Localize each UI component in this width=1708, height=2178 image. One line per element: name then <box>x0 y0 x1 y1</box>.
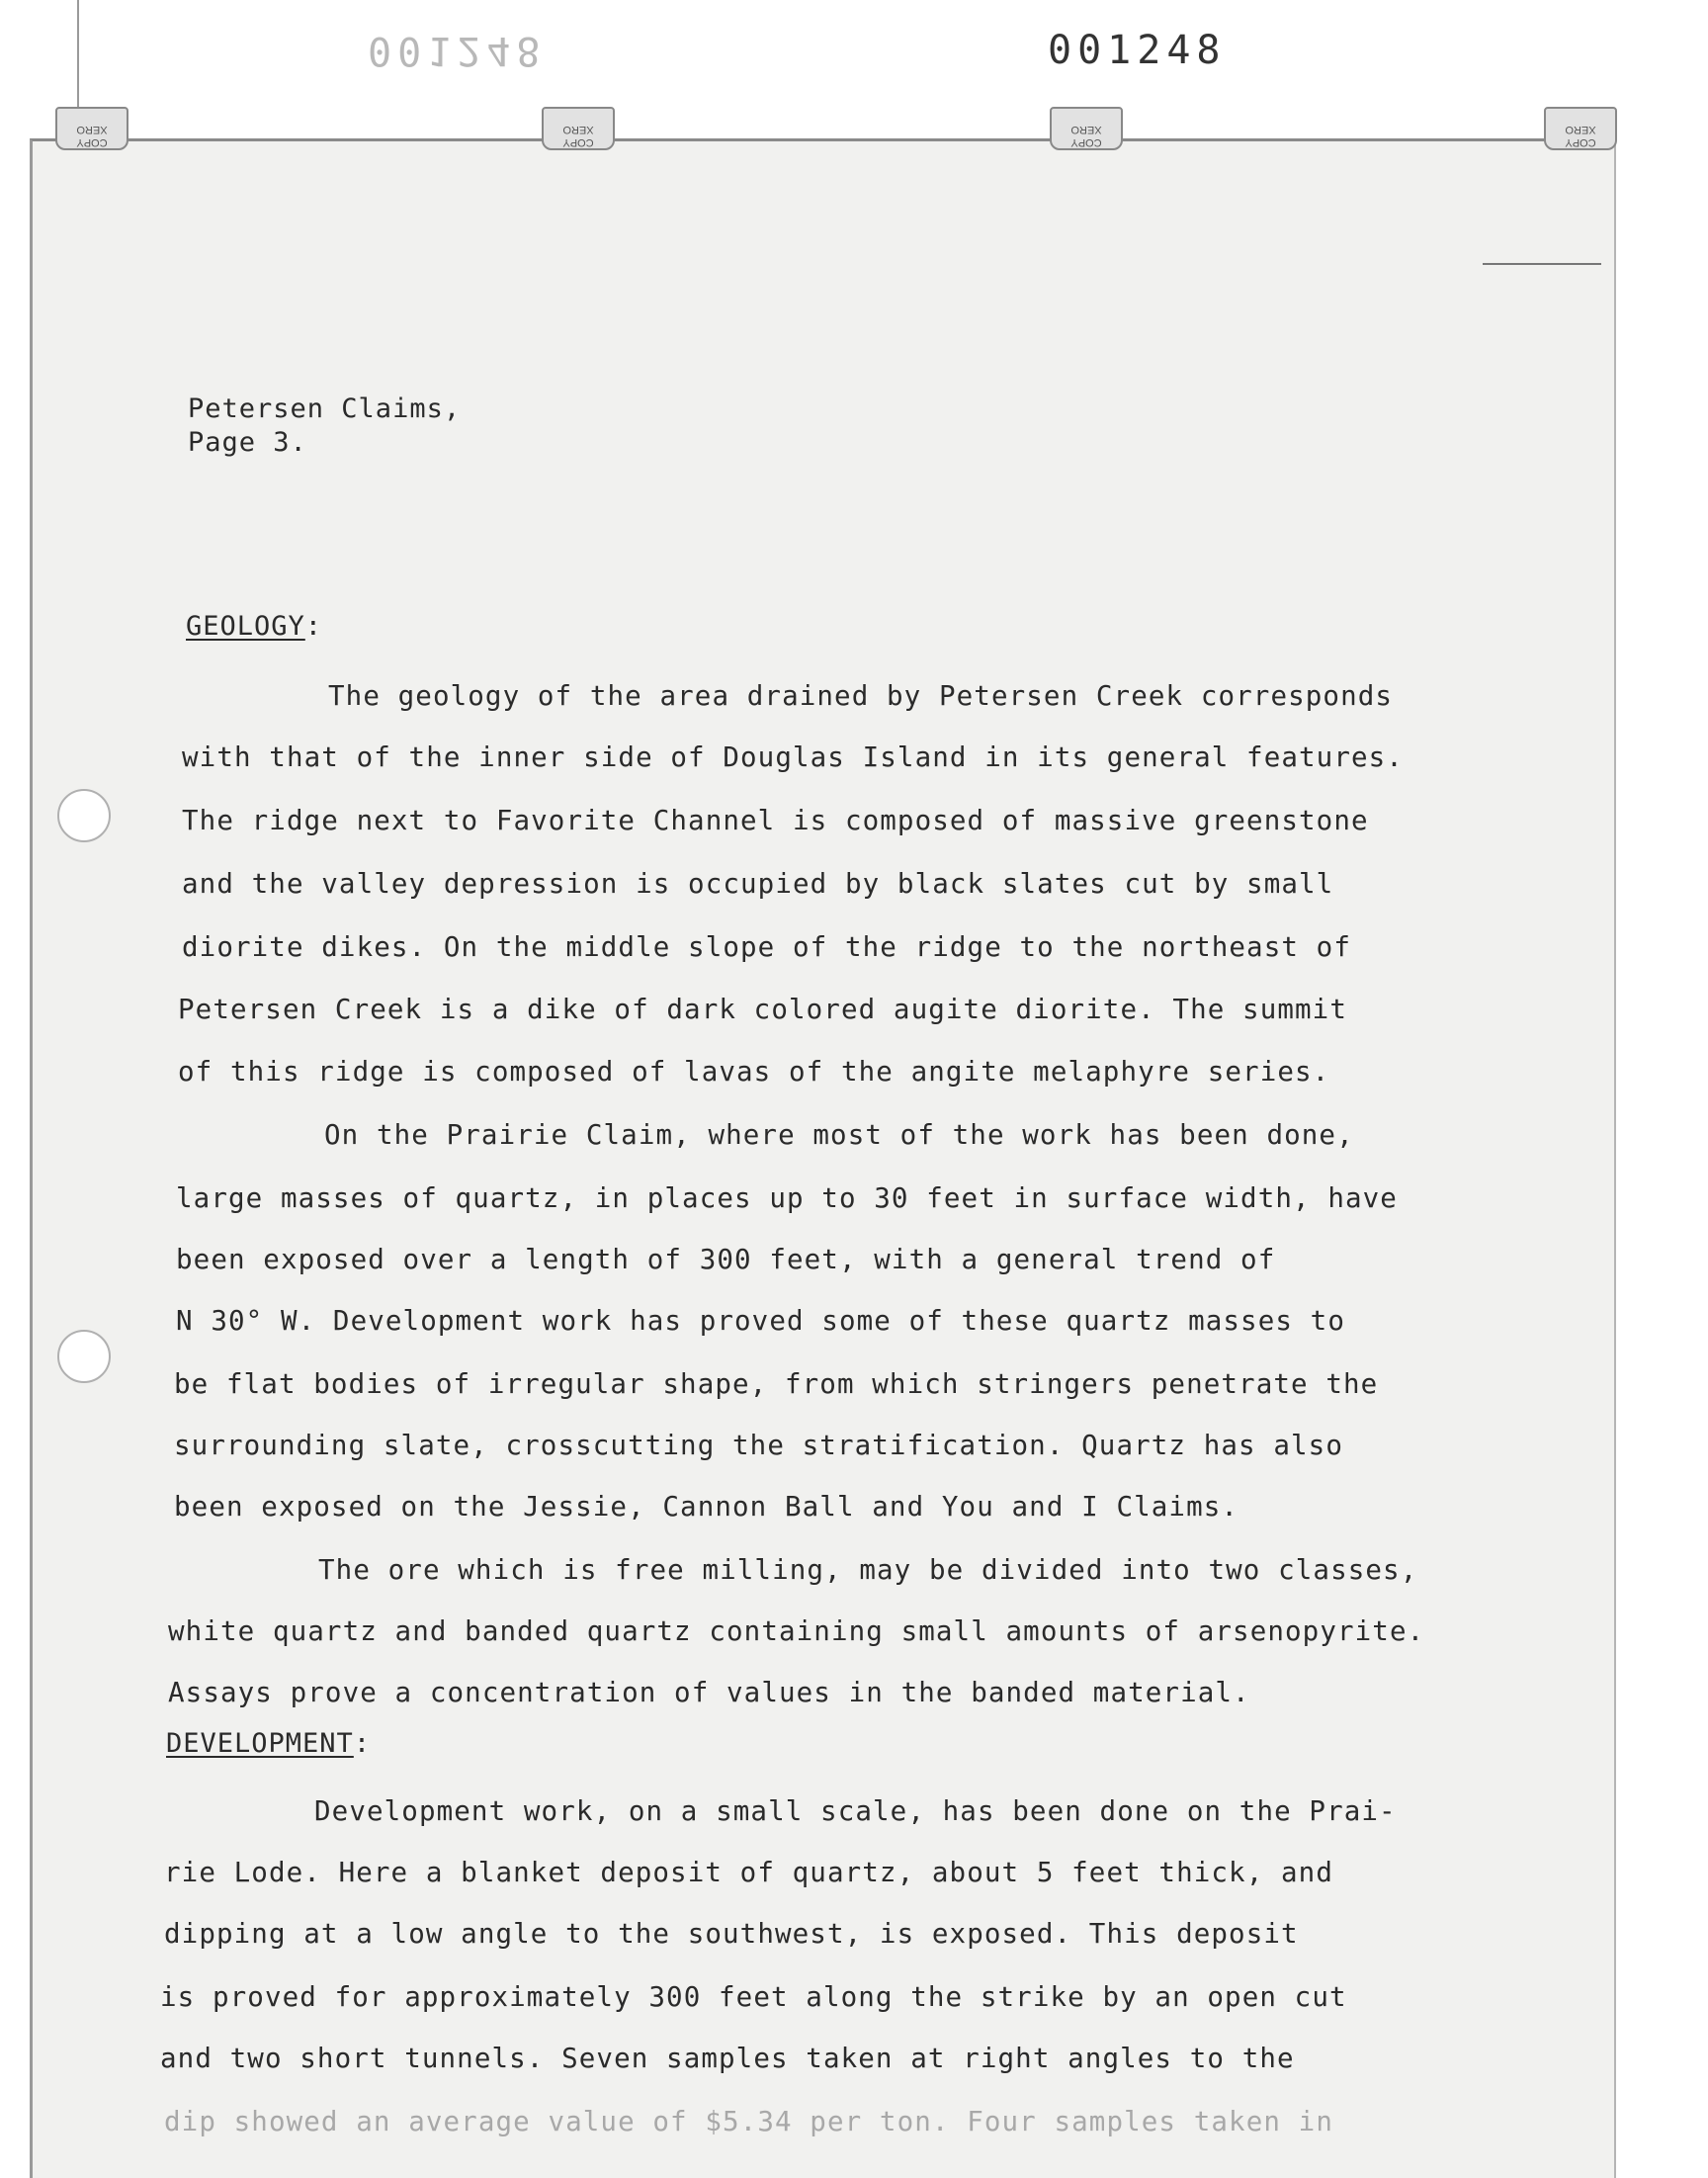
punch-hole <box>57 1330 111 1383</box>
development-text-line: and two short tunnels. Seven samples taken at right angles to the <box>160 2043 1295 2074</box>
development-text-line: dip showed an average value of $5.34 per ton. Four samples taken in <box>164 2106 1333 2137</box>
development-text-line: is proved for approximately 300 feet along the strike by an open cut <box>160 1981 1347 2013</box>
xero-copy-tab: COPY XERO <box>55 107 128 150</box>
geology-text-line: diorite dikes. On the middle slope of the ridge to the northeast of <box>182 931 1351 963</box>
header-page: Page 3. <box>188 427 307 458</box>
geology-text-line: large masses of quartz, in places up to 30 feet in surface width, have <box>176 1182 1398 1214</box>
geology-text-line: The ridge next to Favorite Channel is composed of massive greenstone <box>182 805 1369 836</box>
geology-text-line: and the valley depression is occupied by black slates cut by small <box>182 868 1334 900</box>
section-heading-development: DEVELOPMENT: <box>166 1728 372 1759</box>
development-text-line: dipping at a low angle to the southwest, is exposed. This deposit <box>164 1918 1299 1950</box>
geology-text-line: N 30° W. Development work has proved some of these quartz masses to <box>176 1305 1345 1337</box>
geology-text-line: The ore which is free milling, may be divided into two classes, <box>318 1554 1418 1586</box>
bates-stamp: 001248 <box>1048 28 1227 73</box>
geology-text-line: been exposed over a length of 300 feet, with a general trend of <box>176 1244 1276 1275</box>
section-heading-geology: GEOLOGY: <box>186 611 323 642</box>
geology-text-line: white quartz and banded quartz containing small amounts of arsenopyrite. <box>168 1615 1425 1647</box>
bates-stamp-ghost: 001248 <box>368 28 547 73</box>
punch-hole <box>57 789 111 842</box>
geology-text-line: The geology of the area drained by Petersen Creek corresponds <box>328 680 1394 712</box>
geology-text-line: be flat bodies of irregular shape, from which stringers penetrate the <box>174 1368 1379 1400</box>
geology-text-line: Petersen Creek is a dike of dark colored augite diorite. The summit <box>178 994 1347 1025</box>
xero-copy-tab: COPY XERO <box>1544 107 1617 150</box>
geology-text-line: of this ridge is composed of lavas of the angite melaphyre series. <box>178 1056 1330 1088</box>
xero-copy-tab: COPY XERO <box>542 107 615 150</box>
geology-text-line: On the Prairie Claim, where most of the work has been done, <box>324 1119 1354 1151</box>
xero-copy-tab: COPY XERO <box>1050 107 1123 150</box>
geology-text-line: surrounding slate, crosscutting the stratification. Quartz has also <box>174 1430 1343 1461</box>
header-title: Petersen Claims, <box>188 393 462 424</box>
geology-text-line: with that of the inner side of Douglas Island in its general features. <box>182 741 1404 773</box>
geology-text-line: Assays prove a concentration of values in the banded material. <box>168 1677 1250 1708</box>
development-text-line: Development work, on a small scale, has been done on the Prai- <box>314 1795 1397 1827</box>
development-text-line: rie Lode. Here a blanket deposit of quartz, about 5 feet thick, and <box>164 1857 1333 1888</box>
pencil-mark <box>1483 263 1601 265</box>
geology-text-line: been exposed on the Jessie, Cannon Ball and You and I Claims. <box>174 1491 1239 1523</box>
